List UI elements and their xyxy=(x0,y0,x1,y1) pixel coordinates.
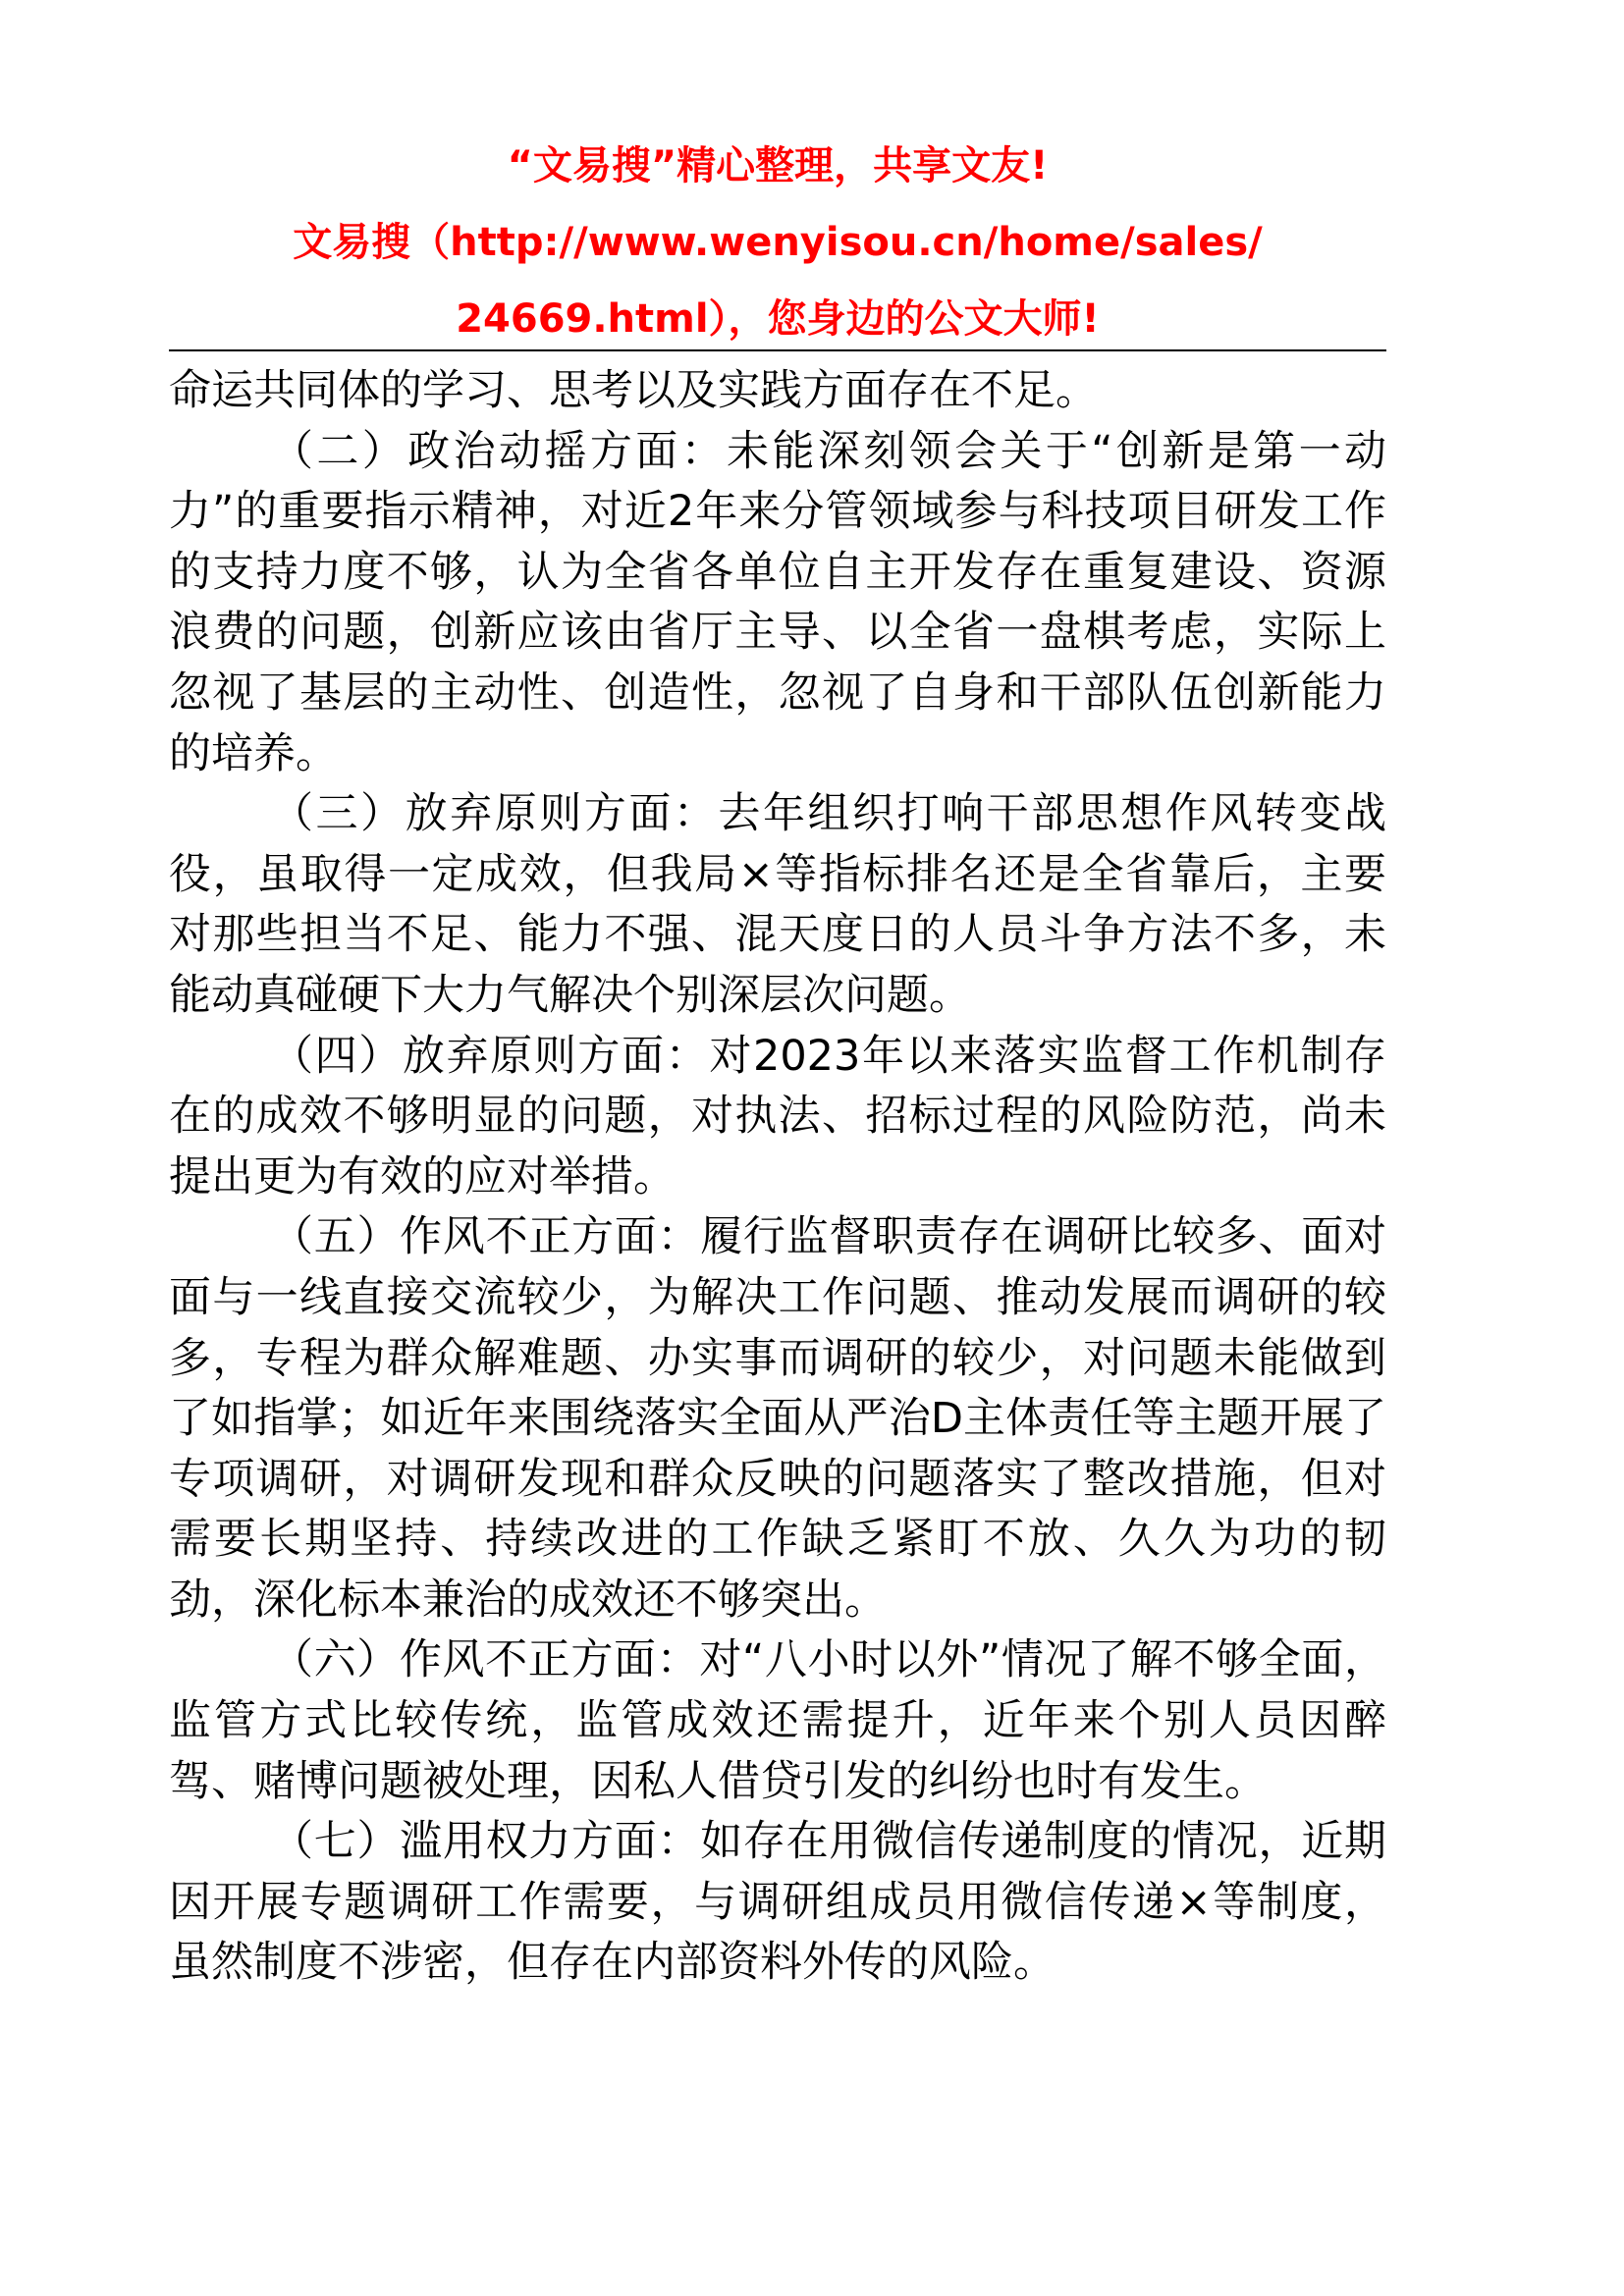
paragraph-item-5: （五）作风不正方面：履行监督职责存在调研比较多、面对面与一线直接交流较少，为解决工作问题、推动发展而调研的较多，专程为群众解难题、办实事而调研的较少，对问题未能做到了如指掌；如近年来围绕落实全面从严治D主体责任等主题开展了专项调研，对调研发现和群众反映的问题落实了整改措施，但对需要长期坚持、持续改进的工作缺乏紧盯不放、久久为功的韧劲，深化标本兼治的成效还不够突出。 xyxy=(169,1212,1386,1625)
paragraph-continuation: 命运共同体的学习、思考以及实践方面存在不足。 xyxy=(169,366,1098,415)
paragraph-item-3: （三）放弃原则方面：去年组织打响干部思想作风转变战役，虽取得一定成效，但我局×等指标排名还是全省靠后，主要对那些担当不足、能力不强、混天度日的人员斗争方法不多，未能动真碰硬下大力气解决个别深层次问题。 xyxy=(169,789,1386,1020)
document-body xyxy=(169,361,1386,1994)
header-line-1: “文易搜”精心整理，共享文友! xyxy=(507,143,1049,188)
paragraph-item-7: （七）滥用权力方面：如存在用微信传递制度的情况，近期因开展专题调研工作需要，与调研组成员用微信传递×等制度，虽然制度不涉密，但存在内部资料外传的风险。 xyxy=(169,1817,1386,1988)
document-header xyxy=(169,128,1386,357)
header-line-3: 24669.html），您身边的公文大师! xyxy=(456,296,1100,342)
paragraph-item-2: （二）政治动摇方面：未能深刻领会关于“创新是第一动力”的重要指示精神，对近2年来分管领域参与科技项目研发工作的支持力度不够，认为全省各单位自主开发存在重复建设、资源浪费的问题，创新应该由省厅主导、以全省一盘棋考虑，实际上忽视了基层的主动性、创造性，忽视了自身和干部队伍创新能力的培养。 xyxy=(169,426,1386,778)
header-line-2: 文易搜（http://www.wenyisou.cn/home/sales/ xyxy=(293,220,1263,265)
paragraph-item-6: （六）作风不正方面：对“八小时以外”情况了解不够全面，监管方式比较传统，监管成效还需提升，近年来个别人员因醉驾、赌博问题被处理，因私人借贷引发的纠纷也时有发生。 xyxy=(169,1635,1386,1806)
header-divider xyxy=(169,349,1386,351)
paragraph-item-4: （四）放弃原则方面：对2023年以来落实监督工作机制存在的成效不够明显的问题，对执法、招标过程的风险防范，尚未提出更为有效的应对举措。 xyxy=(169,1031,1386,1201)
